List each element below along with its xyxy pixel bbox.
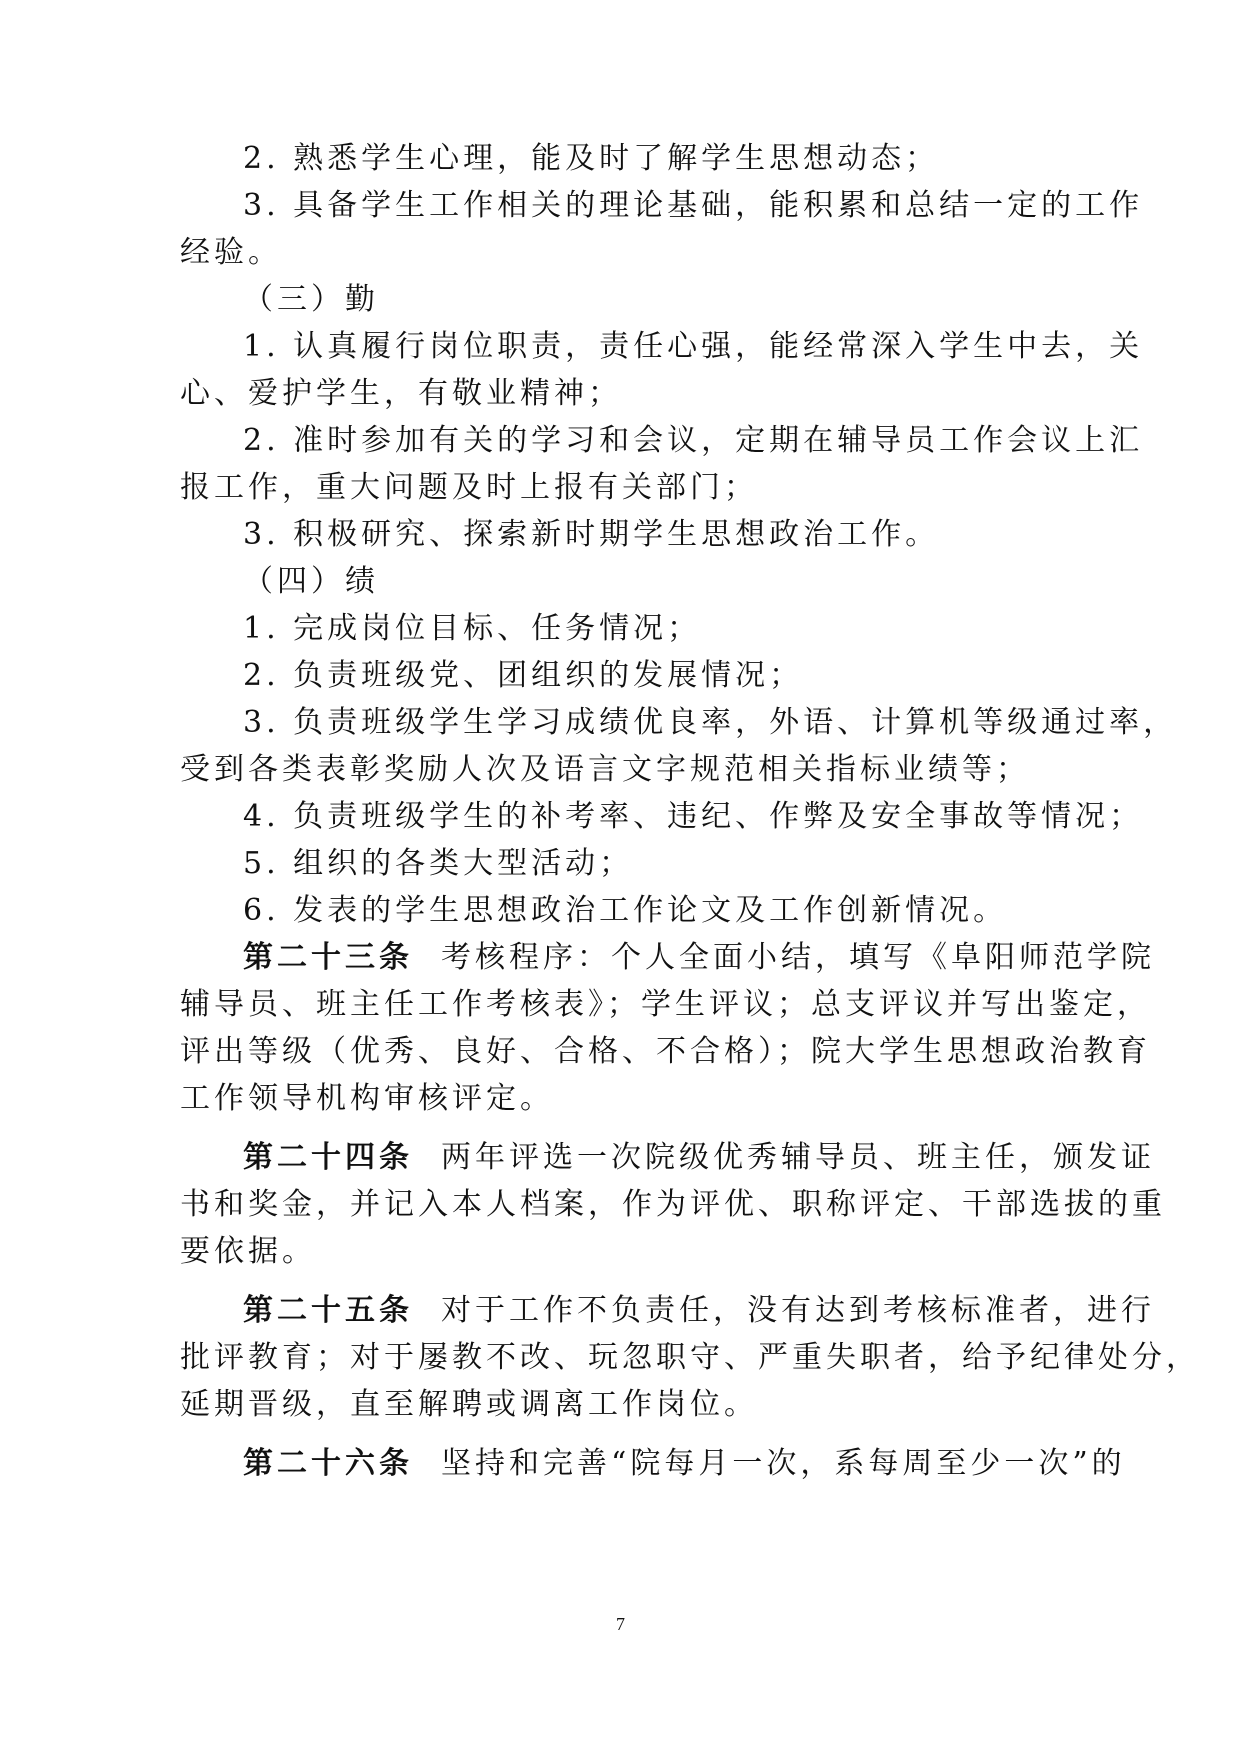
section-heading: （四）绩 bbox=[243, 564, 379, 599]
text-line: 3. 积极研究、探索新时期学生思想政治工作。 bbox=[243, 517, 940, 552]
article-text: 考核程序：个人全面小结，填写《阜阳师范学院 bbox=[441, 940, 1155, 975]
article-text: 坚持和完善“院每月一次，系每周至少一次”的 bbox=[441, 1446, 1126, 1481]
text-line: 辅导员、班主任工作考核表》；学生评议；总支评议并写出鉴定， bbox=[180, 987, 1151, 1022]
article-heading: 第二十六条 bbox=[243, 1446, 413, 1481]
text-line: 2. 熟悉学生心理，能及时了解学生思想动态； bbox=[243, 141, 940, 176]
text-line: 受到各类表彰奖励人次及语言文字规范相关指标业绩等； bbox=[180, 752, 1030, 787]
text-line: 3. 具备学生工作相关的理论基础，能积累和总结一定的工作 bbox=[243, 188, 1144, 223]
text-line: 工作领导机构审核评定。 bbox=[180, 1081, 554, 1116]
text-line: 报工作，重大问题及时上报有关部门； bbox=[180, 470, 758, 505]
section-heading: （三）勤 bbox=[243, 282, 379, 317]
text-line: 经验。 bbox=[180, 235, 282, 270]
text-line: 4. 负责班级学生的补考率、违纪、作弊及安全事故等情况； bbox=[243, 799, 1144, 834]
article-text: 两年评选一次院级优秀辅导员、班主任，颁发证 bbox=[441, 1140, 1155, 1175]
text-line: 延期晋级，直至解聘或调离工作岗位。 bbox=[180, 1387, 758, 1422]
text-line: 3. 负责班级学生学习成绩优良率，外语、计算机等级通过率， bbox=[243, 705, 1178, 740]
article-heading: 第二十四条 bbox=[243, 1140, 413, 1175]
article-text: 对于工作不负责任，没有达到考核标准者，进行 bbox=[441, 1293, 1155, 1328]
text-line: 要依据。 bbox=[180, 1234, 316, 1269]
article-heading: 第二十五条 bbox=[243, 1293, 413, 1328]
text-line: 书和奖金，并记入本人档案，作为评优、职称评定、干部选拔的重 bbox=[180, 1187, 1166, 1222]
page-number: 7 bbox=[616, 1614, 625, 1634]
article-24 bbox=[243, 1134, 1155, 1182]
text-line: 1. 认真履行岗位职责，责任心强，能经常深入学生中去，关 bbox=[243, 329, 1144, 364]
article-26 bbox=[243, 1440, 1126, 1488]
text-line: 批评教育；对于屡教不改、玩忽职守、严重失职者，给予纪律处分， bbox=[180, 1340, 1200, 1375]
text-line: 心、爱护学生，有敬业精神； bbox=[180, 376, 622, 411]
text-line: 评出等级（优秀、良好、合格、不合格）；院大学生思想政治教育 bbox=[180, 1034, 1151, 1069]
article-23 bbox=[243, 934, 1155, 982]
text-line: 6. 发表的学生思想政治工作论文及工作创新情况。 bbox=[243, 893, 1008, 928]
text-line: 2. 负责班级党、团组织的发展情况； bbox=[243, 658, 804, 693]
text-line: 5. 组织的各类大型活动； bbox=[243, 846, 634, 881]
text-line: 2. 准时参加有关的学习和会议，定期在辅导员工作会议上汇 bbox=[243, 423, 1144, 458]
text-line: 1. 完成岗位目标、任务情况； bbox=[243, 611, 702, 646]
article-25 bbox=[243, 1287, 1155, 1335]
article-heading: 第二十三条 bbox=[243, 940, 413, 975]
